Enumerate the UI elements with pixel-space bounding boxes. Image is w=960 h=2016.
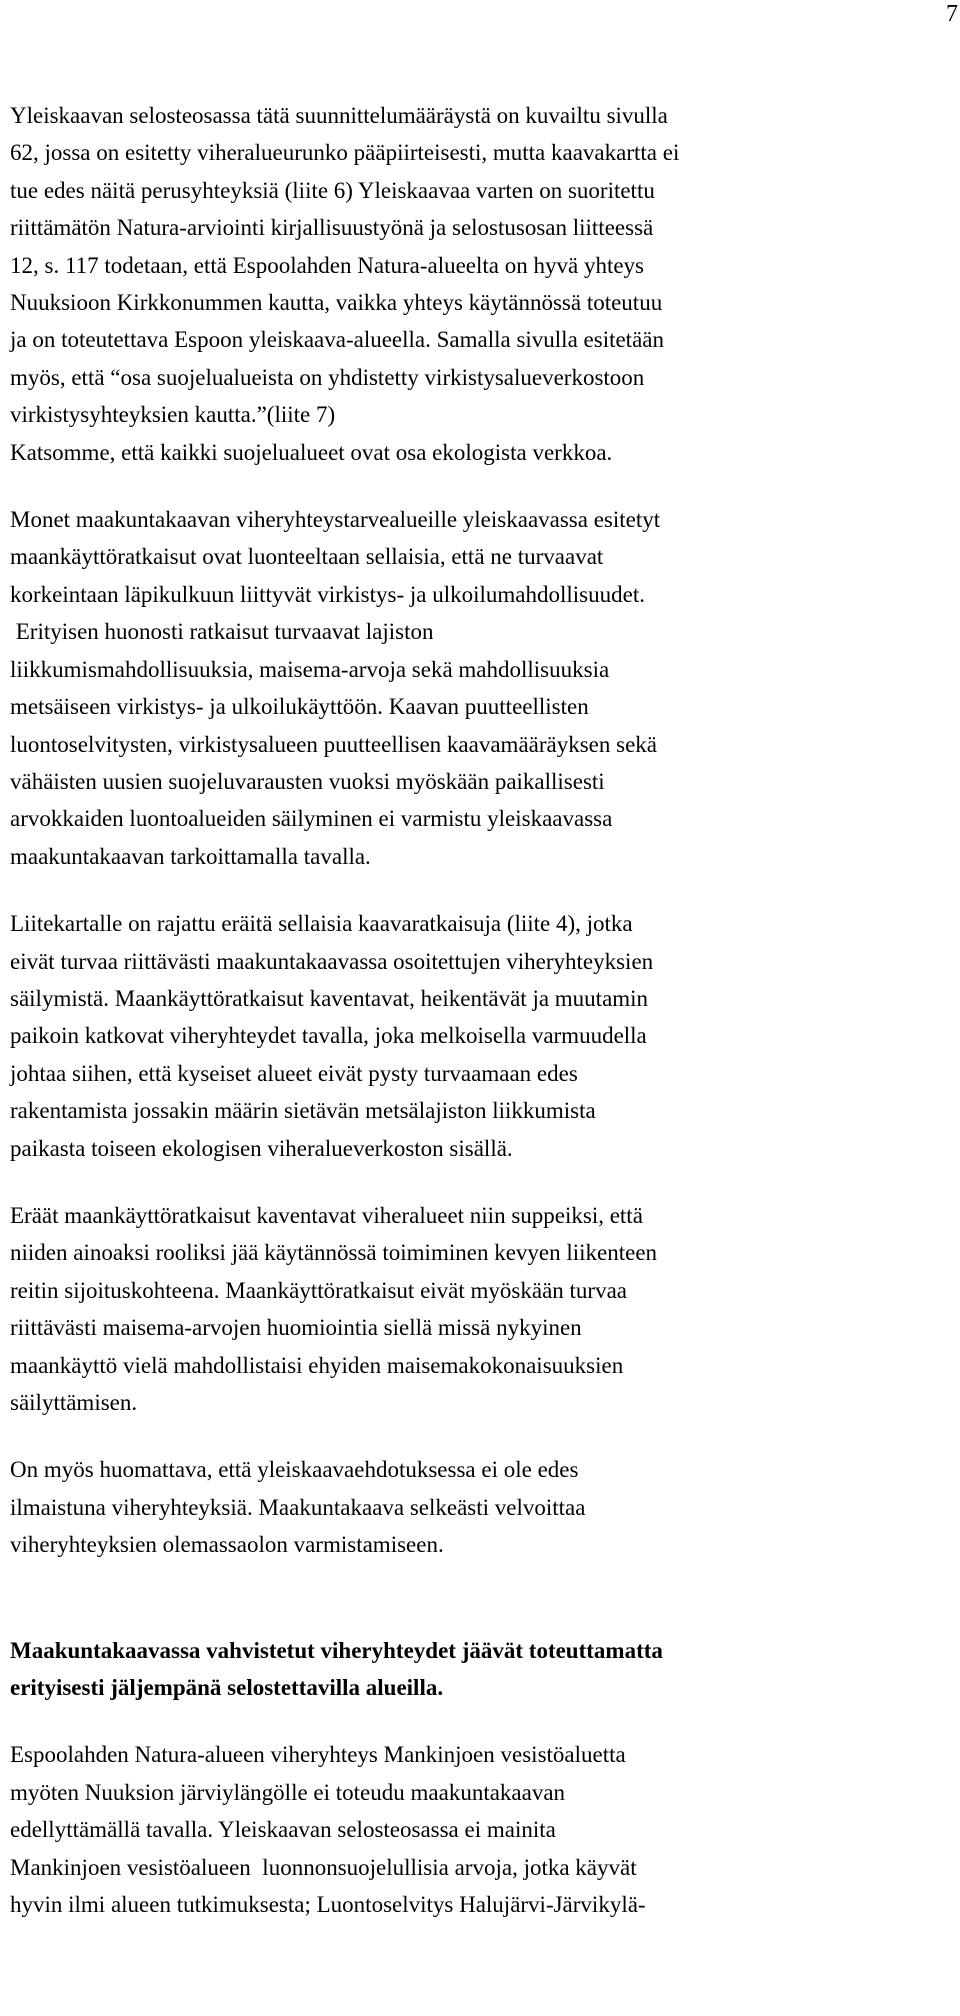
text-line: 62, jossa on esitetty viheralueurunko pääpiirteisesti, mutta kaavakartta ei	[10, 140, 680, 166]
paragraph-attachment-map	[10, 905, 945, 1167]
paragraph-land-use-solutions	[10, 501, 945, 875]
text-line: säilyttämisen.	[10, 1390, 138, 1415]
text-line: edellyttämällä tavalla. Yleiskaavan selosteosassa ei mainita	[10, 1817, 556, 1843]
text-line: liikkumismahdollisuuksia, maisema-arvoja sekä mahdollisuuksia	[10, 656, 610, 682]
paragraph-natura-assessment	[10, 97, 945, 471]
text-line: Espoolahden Natura-alueen viheryhteys Mankinjoen vesistöaluetta	[10, 1742, 626, 1768]
text-line: korkeintaan läpikulkuun liittyvät virkistys- ja ulkoilumahdollisuudet.	[10, 581, 645, 607]
text-line: 12, s. 117 todetaan, että Espoolahden Natura-alueelta on hyvä yhteys	[10, 252, 645, 278]
text-line: Katsomme, että kaikki suojelualueet ovat osa ekologista verkkoa.	[10, 439, 613, 465]
text-line: arvokkaiden luontoalueiden säilyminen ei varmistu yleiskaavassa	[10, 806, 613, 832]
text-line: myöten Nuuksion järviylängölle ei toteudu maakuntakaavan	[10, 1779, 566, 1805]
text-line: myös, että “osa suojelualueista on yhdistetty virkistysalueverkostoon	[10, 364, 645, 390]
text-line: reitin sijoituskohteena. Maankäyttöratkaisut eivät myöskään turvaa	[10, 1277, 627, 1303]
text-line: tue edes näitä perusyhteyksiä (liite 6) Yleiskaavaa varten on suoritettu	[10, 177, 655, 203]
paragraph-espoolahti-connection	[10, 1736, 945, 1923]
heading-line: Maakuntakaavassa vahvistetut viheryhteydet jäävät toteuttamatta	[10, 1637, 663, 1663]
text-line: riittävästi maisema-arvojen huomiointia siellä missä nykyinen	[10, 1315, 582, 1341]
text-line: hyvin ilmi alueen tutkimuksesta; Luontoselvitys Halujärvi-Järvikylä-	[10, 1892, 646, 1918]
text-line: rakentamista jossakin määrin sietävän metsälajiston liikkumista	[10, 1098, 596, 1124]
text-line: eivät turvaa riittävästi maakuntakaavassa osoitettujen viheryhteyksien	[10, 948, 654, 974]
paragraph-green-connections	[10, 1451, 945, 1563]
text-line: Yleiskaavan selosteosassa tätä suunnittelumääräystä on kuvailtu sivulla	[10, 103, 668, 128]
text-line: metsäiseen virkistys- ja ulkoilukäyttöön. Kaavan puutteellisten	[10, 694, 589, 720]
section-heading	[10, 1632, 945, 1707]
text-line: maankäyttöratkaisut ovat luonteeltaan sellaisia, että ne turvaavat	[10, 544, 604, 570]
text-line: niiden ainoaksi rooliksi jää käytännössä toimiminen kevyen liikenteen	[10, 1240, 658, 1266]
text-line: viheryhteyksien olemassaolon varmistamiseen.	[10, 1532, 444, 1558]
text-line: maakuntakaavan tarkoittamalla tavalla.	[10, 843, 371, 869]
text-line: riittämätön Natura-arviointi kirjallisuustyönä ja selostusosan liitteessä	[10, 215, 654, 241]
text-line: Monet maakuntakaavan viheryhteystarvealueille yleiskaavassa esitetyt	[10, 507, 661, 533]
text-line: ilmaistuna viheryhteyksiä. Maakuntakaava selkeästi velvoittaa	[10, 1494, 586, 1520]
text-line: Erityisen huonosti ratkaisut turvaavat lajiston	[10, 619, 434, 645]
text-line: luontoselvitysten, virkistysalueen puutteellisen kaavamääräyksen sekä	[10, 731, 658, 757]
text-line: ja on toteutettava Espoon yleiskaava-alueella. Samalla sivulla esitetään	[10, 327, 664, 353]
text-line: säilymistä. Maankäyttöratkaisut kaventavat, heikentävät ja muutamin	[10, 985, 649, 1011]
text-line: Eräät maankäyttöratkaisut kaventavat viheralueet niin suppeiksi, että	[10, 1202, 643, 1228]
text-line: Mankinjoen vesistöalueen luonnonsuojelullisia arvoja, jotka käyvät	[10, 1854, 637, 1880]
paragraph-narrow-green-areas	[10, 1197, 945, 1421]
heading-line: erityisesti jäljempänä selostettavilla alueilla.	[10, 1675, 444, 1701]
text-line: Liitekartalle on rajattu eräitä sellaisia kaavaratkaisuja (liite 4), jotka	[10, 911, 633, 937]
text-line: On myös huomattava, että yleiskaavaehdotuksessa ei ole edes	[10, 1457, 579, 1483]
text-line: vähäisten uusien suojeluvarausten vuoksi myöskään paikallisesti	[10, 768, 605, 794]
document-body	[10, 97, 945, 1923]
text-line: Nuuksioon Kirkkonummen kautta, vaikka yhteys käytännössä toteutuu	[10, 290, 663, 316]
text-line: paikoin katkovat viheryhteydet tavalla, joka melkoisella varmuudella	[10, 1023, 647, 1049]
text-line: paikasta toiseen ekologisen viheralueverkoston sisällä.	[10, 1135, 513, 1161]
text-line: virkistysyhteyksien kautta.”(liite 7)	[10, 402, 336, 428]
text-line: maankäyttö vielä mahdollistaisi ehyiden maisemakokonaisuuksien	[10, 1352, 624, 1378]
text-line: johtaa siihen, että kyseiset alueet eivät pysty turvaamaan edes	[10, 1060, 578, 1086]
page-number: 7	[946, 1, 958, 27]
